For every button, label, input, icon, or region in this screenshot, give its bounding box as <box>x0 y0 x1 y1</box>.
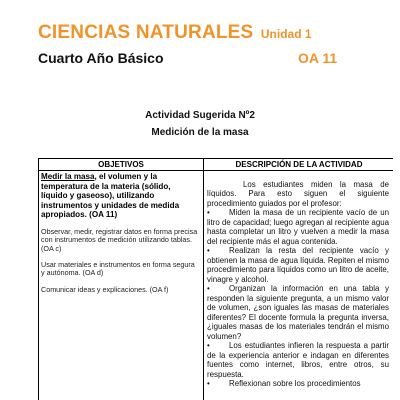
description-header: DESCRIPCIÓN DE LA ACTIVIDAD <box>235 160 363 169</box>
description-bullet <box>207 208 389 246</box>
grade-line <box>38 50 378 70</box>
table-header-row <box>39 159 393 171</box>
description-intro: Los estudiantes miden la masa de líquidos. Para esto siguen el siguiente procedimiento guiados por el profesor: <box>207 180 389 208</box>
bullet-text: Los estudiantes infieren la respuesta a partir de la experiencia anterior e indagan en diferentes fuentes como internet, libros, entre otros, su respuesta. <box>207 341 389 379</box>
bullet-symbol: • <box>207 379 210 389</box>
activity-subtitle: Medición de la masa <box>151 127 249 138</box>
bullet-text: Reflexionan sobre los procedimientos <box>229 379 361 389</box>
page-header <box>38 22 378 70</box>
description-cell <box>207 180 389 389</box>
unit-label: Unidad 1 <box>260 27 312 41</box>
bullet-symbol: • <box>207 341 210 351</box>
description-bullet <box>207 341 389 379</box>
bullet-text: Miden la masa de un recipiente vacío de un litro de capacidad; luego agregan al recipiente agua hasta completar un litro y vuelven a medir la masa del recipiente más el agua contenida. <box>207 208 389 246</box>
subject-title: CIENCIAS NATURALES <box>38 22 254 43</box>
bullet-symbol: • <box>207 208 210 218</box>
main-objective <box>41 172 199 220</box>
description-bullet <box>207 246 389 284</box>
activity-table <box>38 158 393 400</box>
grade-label: Cuarto Año Básico <box>38 50 164 66</box>
main-objective-rest: , el volumen y la temperatura de la materia (sólido, líquido y gaseoso), utilizando instrumentos y unidades de medida apropiados. (OA 11) <box>41 172 180 220</box>
column-divider <box>203 159 204 400</box>
objectives-header: OBJETIVOS <box>98 160 144 169</box>
bullet-text: Organizan la información en una tabla y responden la siguiente pregunta, a un mismo valor de volumen, ¿son iguales las masas de materiales diferentes? El docente formula la pregunta inversa, ¿iguales masas de los materiales tendrán el mismo volumen? <box>207 284 389 341</box>
bullet-symbol: • <box>207 246 210 256</box>
bullet-symbol: • <box>207 284 210 294</box>
bullet-text: Realizan la resta del recipiente vacío y obtienen la masa de agua líquida. Repiten el mismo procedimiento para líquidos como un litro de aceite, vinagre y alcohol. <box>207 246 389 284</box>
subject-title-line <box>38 22 378 44</box>
objectives-cell <box>41 172 199 294</box>
description-bullet <box>207 284 389 341</box>
oa-label: OA 11 <box>298 50 338 66</box>
objective-item: Observar, medir, registrar datos en forma precisa con instrumentos de medición utilizando tablas. (OA c) <box>41 226 198 253</box>
objective-item: Usar materiales e instrumentos en forma segura y autónoma. (OA d) <box>41 260 195 278</box>
main-objective-underlined: Medir la masa <box>41 172 95 181</box>
description-bullet <box>207 379 389 388</box>
activity-title: Actividad Sugerida Nº2 <box>145 110 255 121</box>
objective-item: Comunicar ideas y explicaciones. (OA f) <box>41 284 169 294</box>
